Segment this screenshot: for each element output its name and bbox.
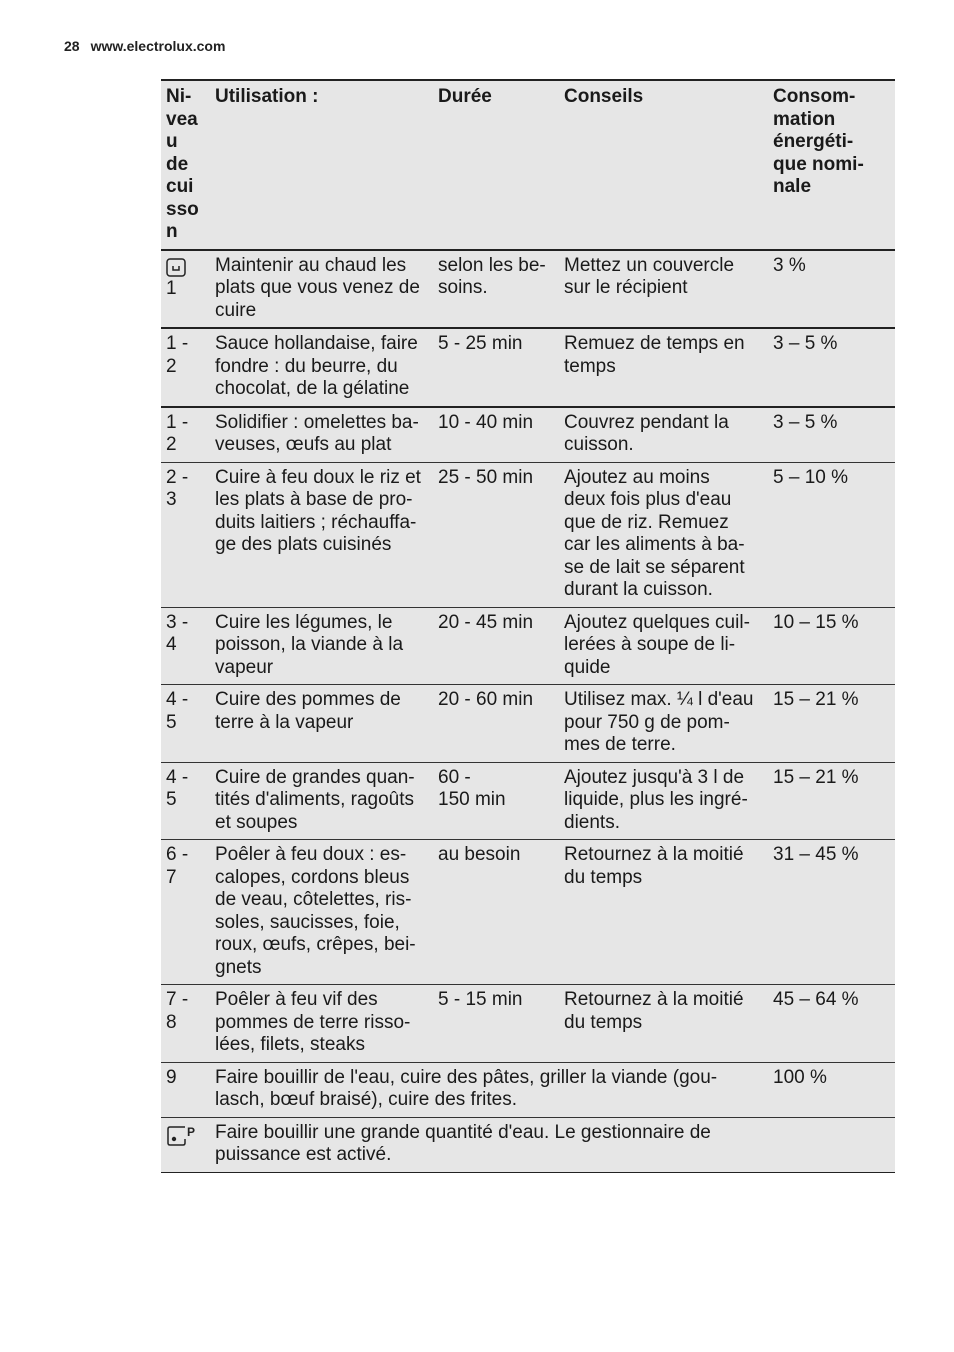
cell-energy: 3 % (773, 254, 806, 276)
header-energy: Consom- mation énergéti- que nomi- nale (773, 86, 864, 197)
cell-tips: Utilisez max. ¼ l d'eau pour 750 g de pom- mes de terre. (564, 689, 754, 755)
cell-duration: 20 - 60 min (438, 689, 534, 710)
cell-level: 2 - 3 (166, 466, 189, 510)
cell-energy: 10 – 15 % (773, 611, 859, 633)
cell-use: Cuire les légumes, le poisson, la viande à la vapeur (215, 611, 404, 678)
keep-warm-icon (166, 258, 204, 278)
cell-level (161, 1117, 210, 1172)
cell-level: 4 - 5 (166, 766, 189, 810)
cell-level: 1 - 2 (166, 333, 189, 377)
page-header (64, 38, 225, 54)
cell-duration: 5 - 25 min (438, 333, 523, 354)
cell-tips: Retournez à la moitié du temps (564, 844, 744, 888)
cell-use: Poêler à feu doux : es- calopes, cordons bleus de veau, côtelettes, ris- soles, saucisses, foie, roux, œufs, crêpes, bei- gnets (215, 844, 416, 978)
power-booster-icon (166, 1125, 204, 1147)
cell-energy: 45 – 64 % (773, 989, 859, 1010)
cell-use: Cuire de grandes quan- tités d'aliments, ragoûts et soupes (215, 766, 415, 833)
cell-duration: 5 - 15 min (438, 989, 523, 1010)
table-row (161, 985, 895, 1063)
table-row (161, 607, 895, 685)
cell-level: 7 - 8 (166, 989, 189, 1033)
cell-duration: au besoin (438, 844, 521, 865)
website-url: www.electrolux.com (90, 38, 226, 54)
cell-duration: 60 - 150 min (438, 766, 506, 810)
cell-use: Cuire à feu doux le riz et les plats à base de pro- duits laitiers ; réchauffa- ge des plats cuisinés (215, 466, 421, 555)
table-row (161, 250, 895, 329)
cell-tips: Ajoutez quelques cuil- lerées à soupe de li- quide (564, 611, 750, 678)
cell-use: Sauce hollandaise, faire fondre : du beurre, du chocolat, de la gélatine (215, 333, 418, 399)
header-tips: Conseils (564, 86, 644, 107)
cell-level (161, 250, 210, 329)
cell-use: Faire bouillir de l'eau, cuire des pâtes, griller la viande (gou- lasch, bœuf braisé), cuire des frites. (215, 1066, 718, 1110)
table-row (161, 462, 895, 607)
cell-use: Maintenir au chaud les plats que vous venez de cuire (215, 254, 420, 321)
cooking-levels-table (161, 79, 895, 1173)
cell-energy: 15 – 21 % (773, 689, 859, 710)
cell-duration: 10 - 40 min (438, 411, 534, 433)
cell-energy: 100 % (773, 1066, 827, 1088)
header-use: Utilisation : (215, 86, 319, 107)
cell-tips: Ajoutez au moins deux fois plus d'eau que de riz. Remuez car les aliments à ba- se de lait se séparent durant la cuisson. (564, 466, 745, 600)
cell-use: Poêler à feu vif des pommes de terre risso- lées, filets, steaks (215, 989, 411, 1055)
page-number: 28 (64, 38, 80, 54)
cell-tips: Couvrez pendant la cuisson. (564, 411, 729, 455)
cell-energy: 3 – 5 % (773, 333, 838, 354)
cell-energy: 15 – 21 % (773, 766, 859, 788)
cell-level: 3 - 4 (166, 611, 189, 655)
cell-duration: selon les be- soins. (438, 254, 546, 298)
table-row (161, 328, 895, 407)
table-header-row (161, 80, 895, 250)
table-row (161, 840, 895, 985)
cell-energy: 5 – 10 % (773, 466, 848, 488)
table-row (161, 685, 895, 763)
cell-use: Solidifier : omelettes ba- veuses, œufs au plat (215, 411, 419, 455)
header-duration: Durée (438, 86, 492, 107)
cell-energy: 3 – 5 % (773, 411, 838, 433)
cell-tips: Retournez à la moitié du temps (564, 989, 744, 1033)
header-cooking-level: Ni- vea u de cui sso n (166, 86, 199, 242)
table-row (161, 1117, 895, 1172)
cell-tips: Mettez un couvercle sur le récipient (564, 254, 735, 298)
cell-level: 4 - 5 (166, 689, 189, 733)
cell-tips: Remuez de temps en temps (564, 333, 745, 377)
table-row (161, 407, 895, 463)
cell-level: 6 - 7 (166, 844, 189, 888)
table-row (161, 1062, 895, 1117)
cell-use: Cuire des pommes de terre à la vapeur (215, 689, 401, 733)
cell-level: 9 (166, 1066, 177, 1088)
cell-duration: 20 - 45 min (438, 611, 534, 633)
svg-text:P: P (187, 1124, 196, 1139)
cell-tips: Ajoutez jusqu'à 3 l de liquide, plus les ingré- dients. (564, 766, 748, 833)
cell-use: Faire bouillir une grande quantité d'eau. Le gestionnaire de puissance est activé. (215, 1121, 711, 1165)
cell-duration: 25 - 50 min (438, 466, 534, 488)
cell-energy: 31 – 45 % (773, 844, 859, 865)
table-row (161, 762, 895, 840)
cell-level: 1 - 2 (166, 411, 189, 455)
level-value: 1 (166, 277, 177, 299)
